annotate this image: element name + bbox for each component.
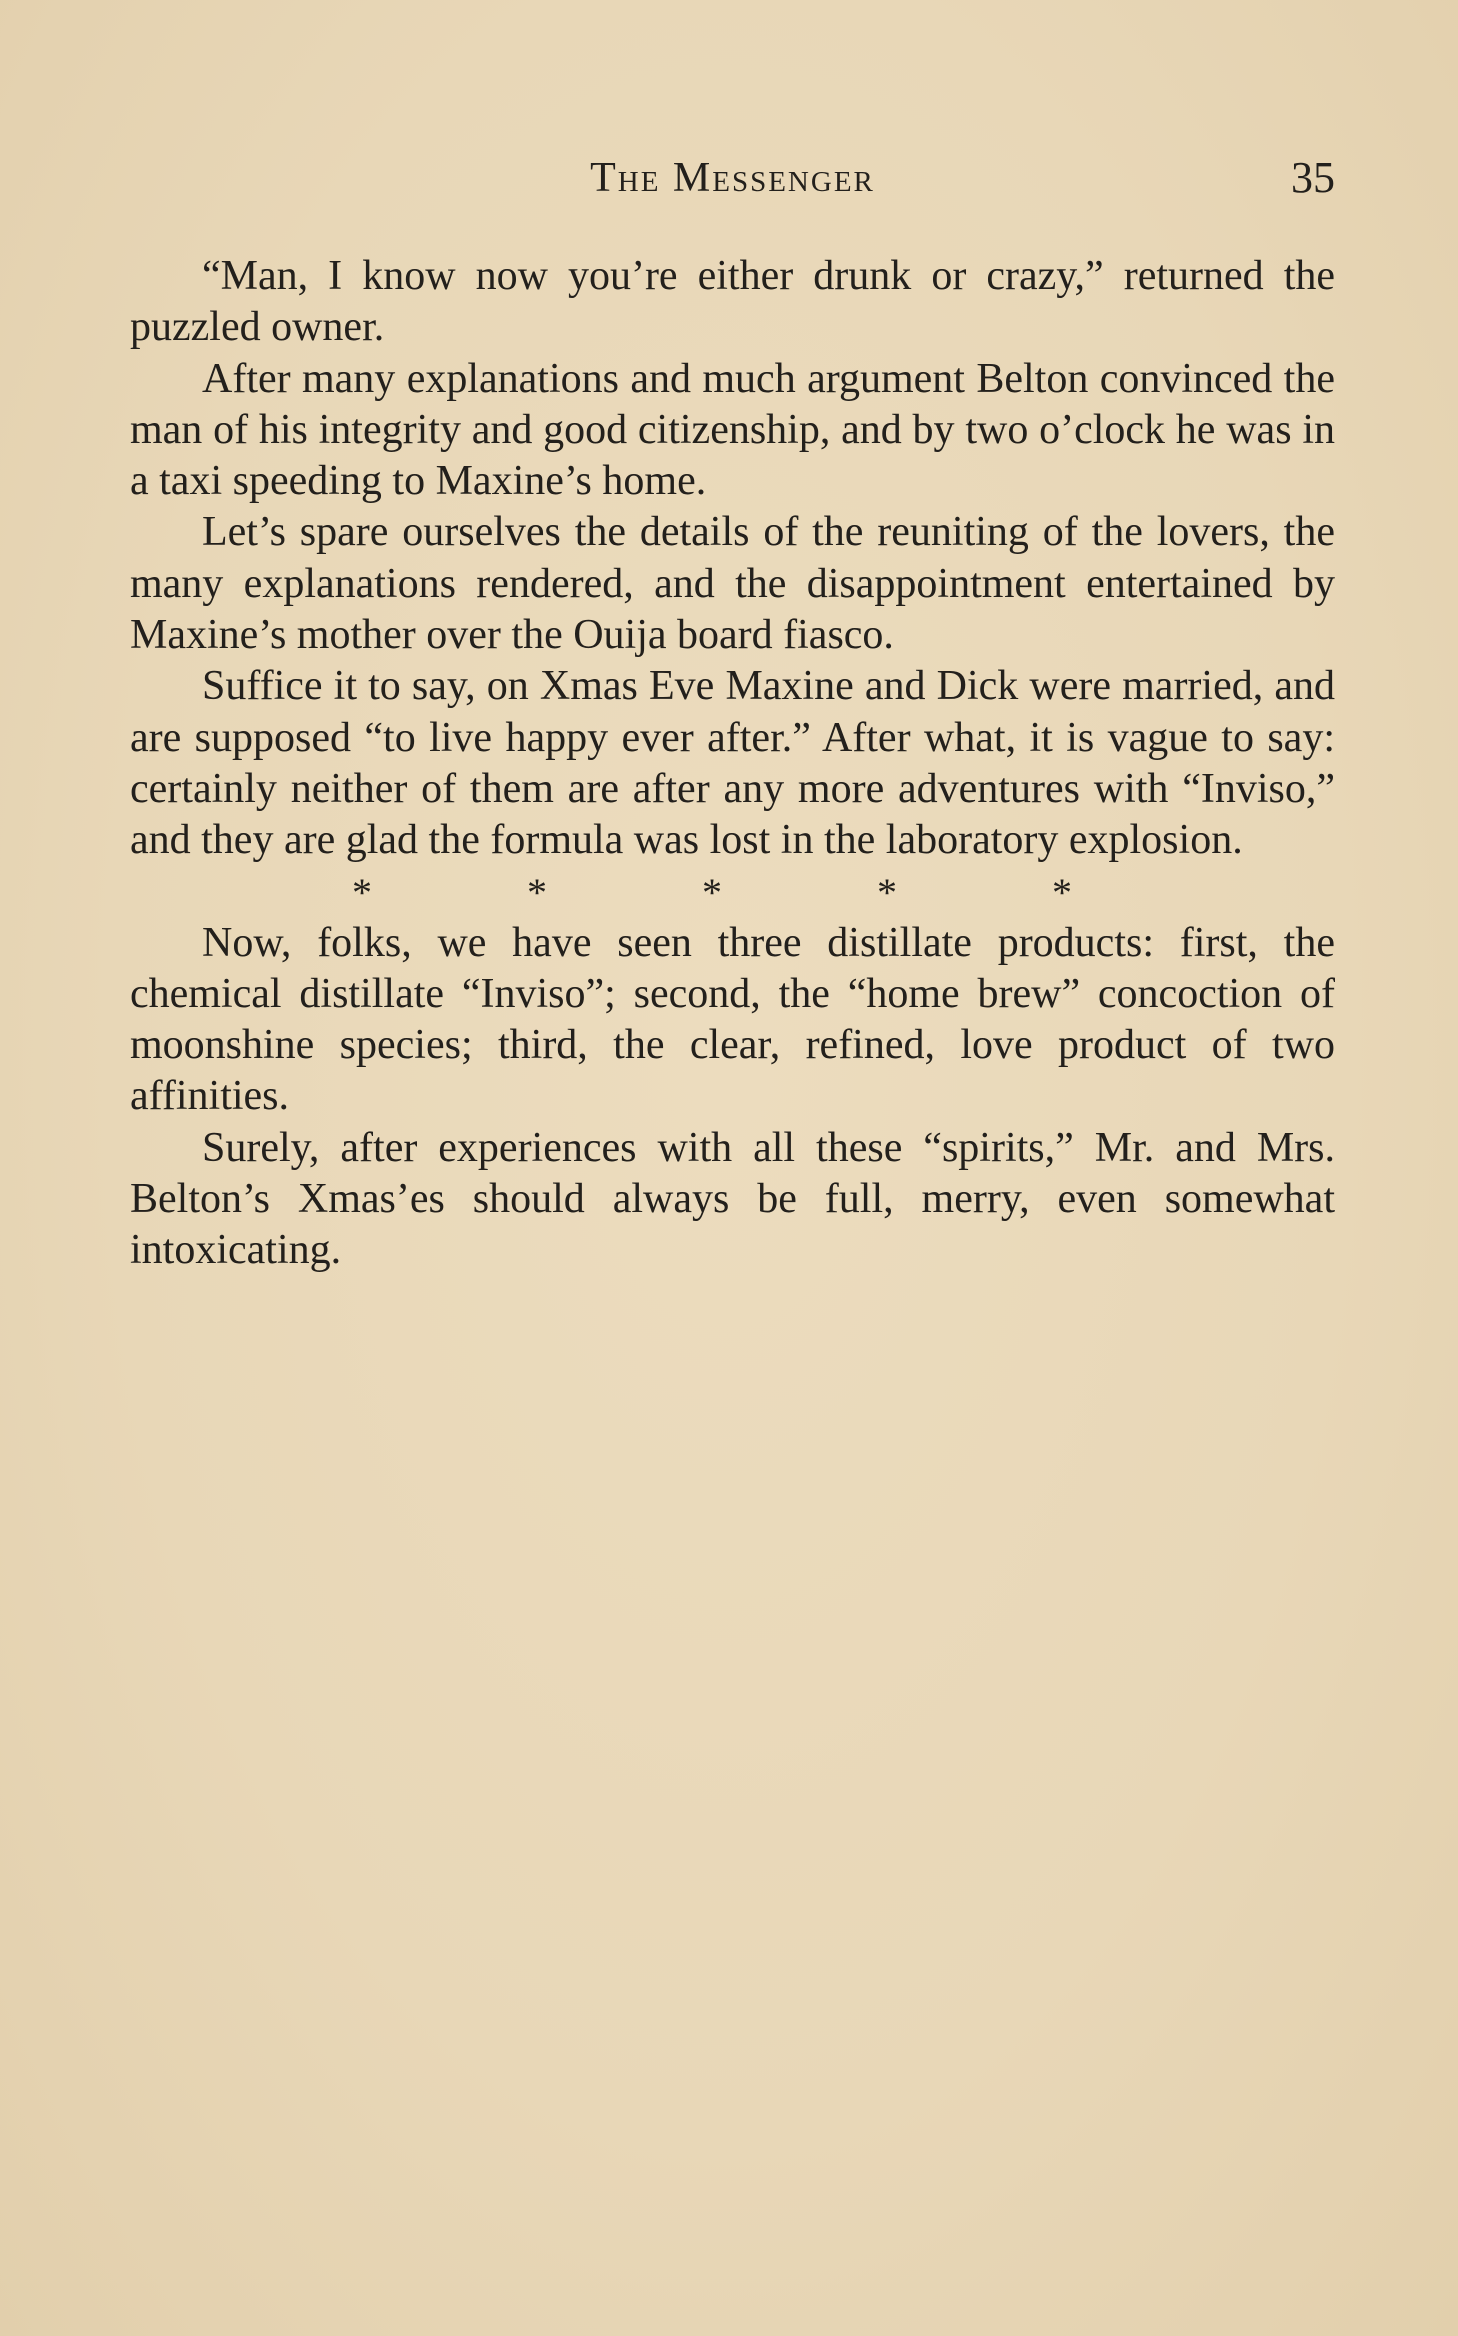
- paragraph: Surely, after experiences with all these “spirits,” Mr. and Mrs. Belton’s Xmas’es should always be full, merry, even somewhat intoxicating.: [130, 1124, 1335, 1274]
- running-title: The Messenger: [590, 155, 875, 201]
- paragraph: After many explanations and much argument Belton convinced the man of his integrity and good citizenship, and by two o’clock he was in a taxi speeding to Maxine’s home.: [130, 355, 1335, 505]
- asterisk: *: [1052, 869, 1072, 915]
- paragraph: “Man, I know now you’re either drunk or crazy,” returned the puzzled owner.: [130, 253, 1335, 351]
- asterisk: *: [877, 869, 897, 915]
- paragraph: Now, folks, we have seen three distillate products: first, the chemical distillate “Inviso”; second, the “home brew” concoction of moonshine species; third, the clear, refined, love product of two affinities.: [130, 919, 1335, 1120]
- paragraph: Let’s spare ourselves the details of the reuniting of the lovers, the many explanations rendered, and the disappointment entertained by Maxine’s mother over the Ouija board fiasco.: [130, 509, 1335, 659]
- paragraph: Suffice it to say, on Xmas Eve Maxine and Dick were married, and are supposed “to live happy ever after.” After what, it is vague to say: certainly neither of them are after any more adventures with “Inviso,” and they are glad the formula was lost in the laboratory explosion.: [130, 663, 1335, 864]
- running-header: [130, 148, 1335, 208]
- asterisk: *: [352, 869, 372, 915]
- body-text: [130, 251, 1335, 1277]
- asterisk: *: [527, 869, 547, 915]
- asterisk: *: [702, 869, 722, 915]
- section-separator: [342, 867, 1082, 918]
- page-number: 35: [1291, 153, 1335, 202]
